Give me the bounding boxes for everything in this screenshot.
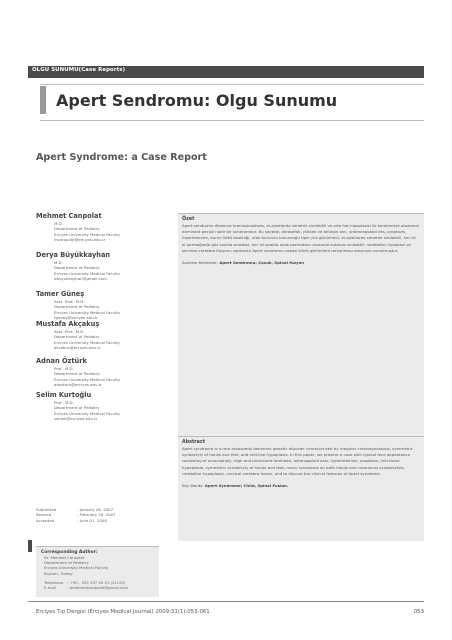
author-degree: Asst. Prof., M.D.	[54, 299, 85, 304]
date-value: : February 26, 2007	[77, 512, 116, 518]
author-degree: M.D.	[54, 260, 63, 265]
abstract-keywords-values: Apert Syndrome; Child, Spinal Fusion.	[204, 483, 289, 489]
email-label: E-mail	[44, 585, 56, 591]
title-accent-bar	[40, 86, 46, 114]
author-email: adozturk@erciyes.edu.tr	[54, 382, 102, 388]
corresponding-author-box	[36, 546, 159, 597]
footer-rule	[28, 601, 424, 602]
ozet-keywords	[182, 260, 420, 266]
date-label: Revised	[36, 512, 52, 518]
corresponding-department: Department of Pediatry	[44, 560, 89, 566]
author-degree: Asst. Prof., M.D.	[54, 329, 85, 334]
author-block	[36, 357, 171, 388]
section-band	[28, 66, 424, 78]
author-block	[36, 320, 171, 351]
phone-label: Telephone	[44, 579, 64, 585]
author-department: Department of Pediatry	[54, 304, 100, 310]
submission-dates	[36, 507, 116, 523]
page-number: 053	[413, 609, 424, 615]
article-title-en: Apert Syndrome: a Case Report	[36, 152, 207, 163]
date-value: : January 26, 2007	[77, 507, 114, 512]
title-rule-bottom	[40, 120, 424, 121]
author-department: Department of Pediatry	[54, 265, 100, 271]
article-title-tr: Apert Sendromu: Olgu Sunumu	[56, 91, 338, 110]
title-rule-top	[40, 84, 424, 85]
author-name: Mustafa Akçakuş	[36, 320, 100, 328]
author-email: dbuyukkayhan@gmail.com	[54, 276, 107, 282]
abstract-text: Apert syndrome is a rare autosomal dominant genetic disorder characterized by irregular craniosynostosis, symmetric syndactyly of hands and feet, and mid-line hypoplasia. In this paper, we present a case with typical face appearance consisting of acrocephaly, high and prominent forehead, antimogoloid axis, hypertelorism, proptosis, mid-facial hypoplasia, symmetric syndactyly of hands and feet, many synostosis on both hands and cutaneous syndactylies, cerebellar hypoplasia, cervical vertebra fusion, and to discuss the clinical features of Apert syndrome.	[182, 446, 413, 476]
author-degree: Prof., M.D.	[54, 366, 74, 371]
author-name: Adnan Öztürk	[36, 357, 87, 365]
author-affiliation: Erciyes University Medical Faculty	[54, 376, 120, 382]
author-block	[36, 251, 171, 282]
date-value: : June 01, 2008	[77, 517, 107, 523]
author-email: mcanpolat@erciyes.edu.tr	[54, 237, 106, 243]
author-affiliation: Erciyes University Medical Faculty	[54, 270, 120, 276]
author-name: Derya Büyükkayhan	[36, 251, 111, 259]
author-affiliation: Erciyes University Medical Faculty	[54, 410, 120, 416]
author-affiliation: Erciyes University Medical Faculty	[54, 309, 120, 315]
section-tag: OLGU SUNUMU(Case Reports)	[32, 67, 126, 73]
corresponding-city: Kayseri, Turkey	[44, 570, 73, 576]
author-affiliation: Erciyes University Medical Faculty	[54, 339, 120, 345]
date-label: Submitted	[36, 507, 57, 512]
author-email: tgunes@erciyes.edu.tr	[54, 315, 99, 321]
corresponding-affiliation: Erciyes University Medical Faculty	[44, 565, 109, 571]
author-department: Department of Pediatry	[54, 405, 100, 411]
footer-journal: Erciyes Tıp Dergisi (Erciyes Medical Journal) 2009;31(1):053-061	[36, 609, 210, 615]
abstract-keywords	[182, 483, 420, 489]
corresponding-name: Dr. Mehmet Canpolat	[44, 555, 85, 560]
author-name: Selim Kurtoğlu	[36, 391, 92, 399]
abstract-keywords-label: Key Words:	[182, 483, 204, 489]
corresponding-heading: Corresponding Author:	[41, 550, 98, 555]
email-value: : dmehmetcanpolat@gmail.com	[67, 585, 129, 591]
author-name: Tamer Güneş	[36, 290, 85, 298]
author-department: Department of Pediatry	[54, 371, 100, 377]
author-department: Department of Pediatry	[54, 334, 100, 340]
author-block	[36, 290, 171, 321]
author-degree: Prof., M.D.	[54, 400, 74, 405]
ozet-text: Apert sendromu düzensiz kraniosinostozis, el-ayaklarda simetrik sindaktili ve orta hat hipoplazisi ile karakterize otozomal dominant geçişli nadir bir sendromdur. Bu sayede, akrosefali, yüksek ve belirgin alın, antimongoloid eks, proptozis, hipertelorizm, burun kökü basıklığı, ufak burunun bulunduğu tipik yüz görünümü, el-ayaklarda simetrik sindaktili, her iki el parmağında göz sayıda sinostoz, her iki ayakta ayak parmakları arasında kutanöz sindaktili, serebellar hipoplazi ve servikal vertebra füzyonu saptanan Apert sendromu vakası klinik görünümü tartışılması amacıyla sunulmuştur.	[182, 223, 419, 253]
author-degree: M.D.	[54, 221, 63, 226]
author-block	[36, 212, 171, 243]
ozet-keywords-values: Apert Sendromu; Çocuk, Spinal füzyon	[219, 260, 305, 266]
date-label: Accepted	[36, 517, 55, 523]
abstract-box	[178, 436, 424, 541]
corresponding-email	[44, 585, 159, 590]
author-department: Department of Pediatry	[54, 226, 100, 232]
author-email: selimk@erciyes.edu.tr	[54, 416, 98, 422]
ozet-heading: Özet	[182, 217, 195, 222]
author-affiliation: Erciyes University Medical Faculty	[54, 231, 120, 237]
phone-value: : +90 - 352 437 49 01 (21152)	[67, 579, 126, 585]
author-email: akcakus@erciyes.edu.tr	[54, 345, 101, 351]
ozet-box	[178, 213, 424, 436]
author-name: Mehmet Canpolat	[36, 212, 102, 220]
corresponding-accent	[28, 540, 32, 552]
ozet-keywords-label: Anahtar Kelimeler:	[182, 260, 219, 266]
author-block	[36, 391, 171, 422]
abstract-heading: Abstract	[182, 440, 206, 445]
date-row	[36, 518, 116, 523]
